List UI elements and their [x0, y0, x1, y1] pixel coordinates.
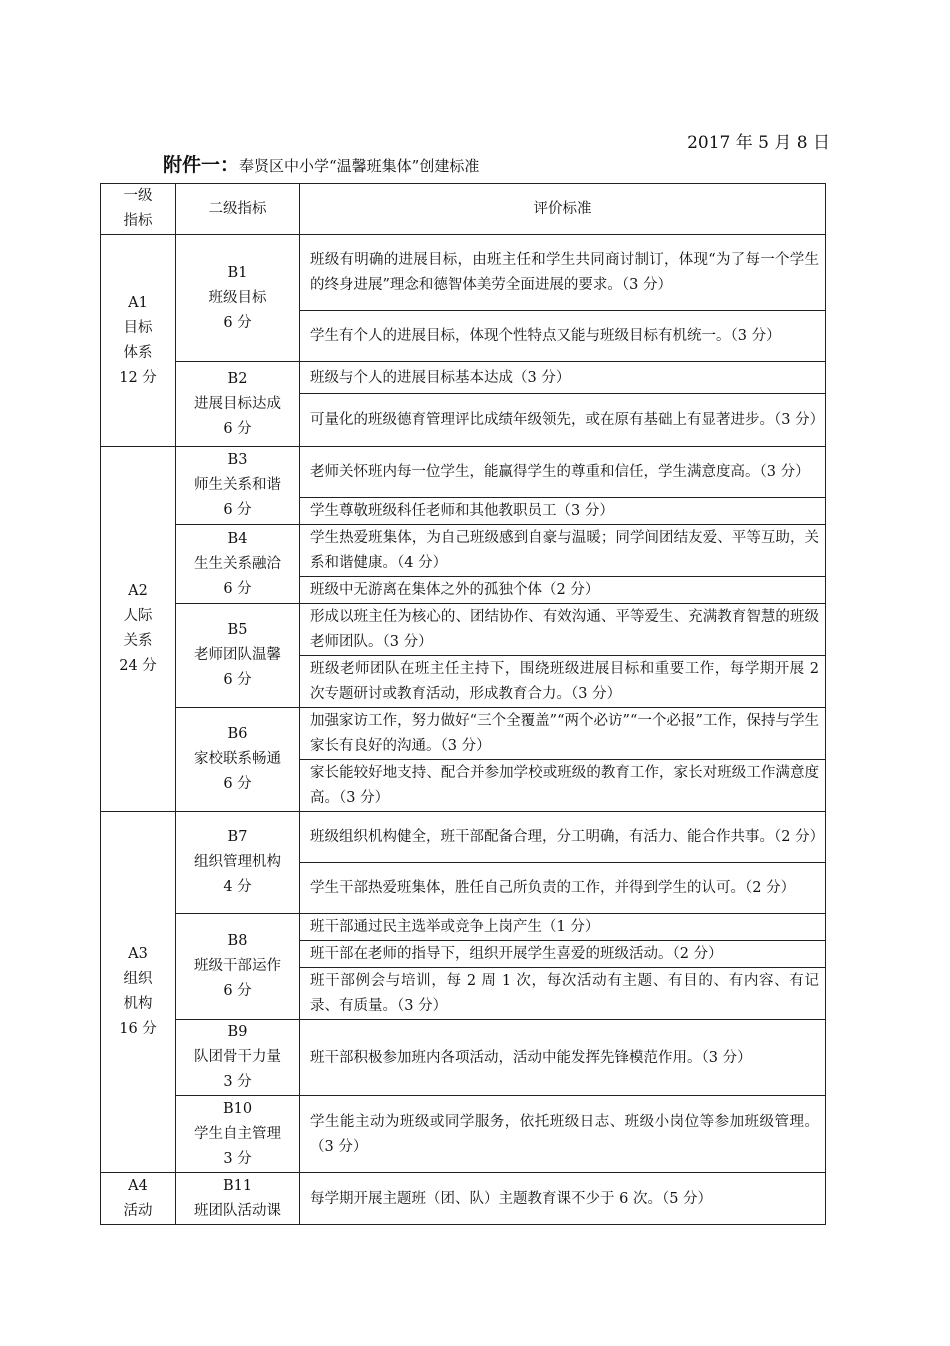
- criteria-cell: 形成以班主任为核心的、团结协作、有效沟通、平等爱生、充满教育智慧的班级老师团队。（3 分）: [300, 604, 826, 656]
- a-cell: A2 人际 关系 24 分: [101, 447, 176, 812]
- b-cell: B9 队团骨干力量 3 分: [176, 1020, 300, 1096]
- criteria-cell: 班级与个人的进展目标基本达成（3 分）: [300, 362, 826, 394]
- criteria-cell: 学生热爱班集体，为自己班级感到自豪与温暖；同学间团结友爱、平等互助，关系和谐健康。（4 分）: [300, 525, 826, 577]
- document-date: 2017 年 5 月 8 日: [687, 133, 830, 153]
- table-row: [101, 447, 826, 498]
- table-row: [101, 362, 826, 394]
- standards-table: [100, 183, 826, 1225]
- b-cell: B1 班级目标 6 分: [176, 235, 300, 362]
- criteria-cell: 学生有个人的进展目标，体现个性特点又能与班级目标有机统一。（3 分）: [300, 311, 826, 362]
- table-row: [101, 525, 826, 577]
- b-cell: B3 师生关系和谐 6 分: [176, 447, 300, 525]
- criteria-cell: 学生能主动为班级或同学服务，依托班级日志、班级小岗位等参加班级管理。（3 分）: [300, 1096, 826, 1173]
- table-row: [101, 914, 826, 941]
- criteria-cell: 班干部例会与培训，每 2 周 1 次，每次活动有主题、有目的、有内容、有记录、有质量。（3 分）: [300, 968, 826, 1020]
- header-row: [101, 184, 826, 235]
- criteria-cell: 班级有明确的进展目标，由班主任和学生共同商讨制订，体现“为了每一个学生的终身进展”理念和德智体美劳全面进展的要求。（3 分）: [300, 235, 826, 311]
- header-criteria: 评价标准: [300, 184, 826, 235]
- table-row: [101, 1020, 826, 1096]
- criteria-cell: 学生尊敬班级科任老师和其他教职员工（3 分）: [300, 498, 826, 525]
- table-row: [101, 708, 826, 760]
- b-cell: B10 学生自主管理 3 分: [176, 1096, 300, 1173]
- criteria-cell: 家长能较好地支持、配合并参加学校或班级的教育工作，家长对班级工作满意度高。（3 分）: [300, 760, 826, 812]
- b-cell: B7 组织管理机构 4 分: [176, 812, 300, 914]
- criteria-cell: 班干部积极参加班内各项活动，活动中能发挥先锋模范作用。（3 分）: [300, 1020, 826, 1096]
- b-cell: B8 班级干部运作 6 分: [176, 914, 300, 1020]
- a-cell: A1 目标 体系 12 分: [101, 235, 176, 447]
- criteria-cell: 可量化的班级德育管理评比成绩年级领先，或在原有基础上有显著进步。（3 分）: [300, 394, 826, 447]
- criteria-cell: 每学期开展主题班（团、队）主题教育课不少于 6 次。（5 分）: [300, 1173, 826, 1225]
- document-title: [163, 150, 479, 177]
- b-cell: B4 生生关系融洽 6 分: [176, 525, 300, 604]
- b-cell: B5 老师团队温馨 6 分: [176, 604, 300, 708]
- table-row: [101, 812, 826, 863]
- criteria-cell: 班级组织机构健全，班干部配备合理，分工明确，有活力、能合作共事。（2 分）: [300, 812, 826, 863]
- criteria-cell: 老师关怀班内每一位学生，能赢得学生的尊重和信任，学生满意度高。（3 分）: [300, 447, 826, 498]
- criteria-cell: 班级老师团队在班主任主持下，围绕班级进展目标和重要工作，每学期开展 2 次专题研讨或教育活动，形成教育合力。（3 分）: [300, 656, 826, 708]
- table-row: [101, 1173, 826, 1225]
- title-text: 奉贤区中小学“温馨班集体”创建标准: [239, 157, 480, 175]
- table-row: [101, 1096, 826, 1173]
- criteria-cell: 班干部通过民主选举或竞争上岗产生（1 分）: [300, 914, 826, 941]
- title-lead: 附件一：: [163, 154, 240, 176]
- a-cell: A3 组织 机构 16 分: [101, 812, 176, 1173]
- b-cell: B2 进展目标达成 6 分: [176, 362, 300, 447]
- a-cell: A4 活动: [101, 1173, 176, 1225]
- b-cell: B6 家校联系畅通 6 分: [176, 708, 300, 812]
- criteria-cell: 班级中无游离在集体之外的孤独个体（2 分）: [300, 577, 826, 604]
- criteria-cell: 学生干部热爱班集体，胜任自己所负责的工作，并得到学生的认可。（2 分）: [300, 863, 826, 914]
- criteria-cell: 加强家访工作，努力做好“三个全覆盖”“两个必访”“一个必报”工作，保持与学生家长有良好的沟通。（3 分）: [300, 708, 826, 760]
- table-row: [101, 604, 826, 656]
- header-level1: 一级 指标: [101, 184, 176, 235]
- table-row: [101, 235, 826, 311]
- criteria-cell: 班干部在老师的指导下，组织开展学生喜爱的班级活动。（2 分）: [300, 941, 826, 968]
- header-level2: 二级指标: [176, 184, 300, 235]
- b-cell: B11 班团队活动课: [176, 1173, 300, 1225]
